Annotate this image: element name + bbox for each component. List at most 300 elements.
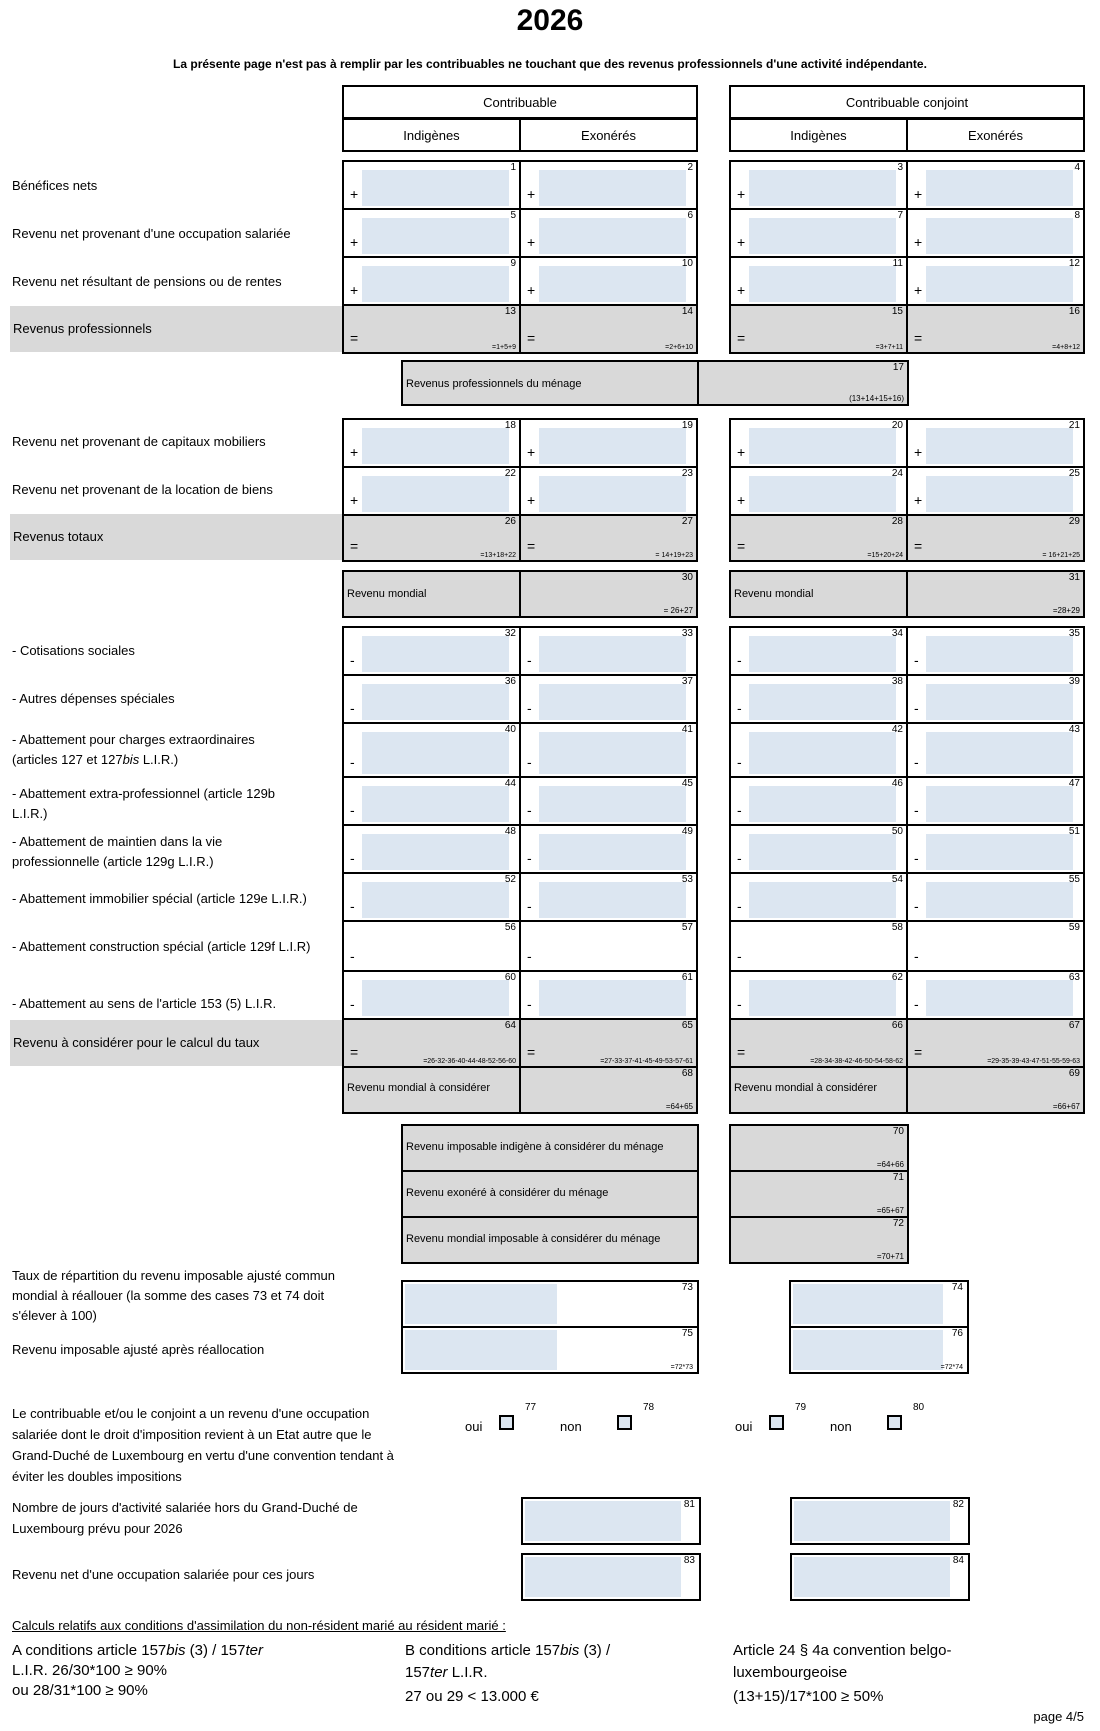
box-74[interactable]: 74	[789, 1280, 969, 1328]
label-capitaux: Revenu net provenant de capitaux mobiliers	[12, 434, 266, 449]
input-field[interactable]	[926, 980, 1073, 1016]
box-44[interactable]	[342, 776, 521, 826]
box-number: 25	[1068, 468, 1080, 479]
box-52[interactable]	[342, 872, 521, 922]
box-2[interactable]	[519, 160, 698, 210]
box-number: 28	[891, 516, 903, 527]
box-8[interactable]	[906, 208, 1085, 258]
sign-symbol: +	[527, 234, 536, 250]
box-50[interactable]	[729, 824, 908, 874]
box-formula: = 14+19+23	[655, 552, 693, 559]
mondial-label: Revenu mondial	[734, 588, 814, 600]
label-construction: - Abattement construction spécial (article 129f L.I.R)	[12, 939, 311, 954]
sign-symbol: -	[527, 850, 532, 866]
checkbox-79[interactable]	[769, 1415, 784, 1430]
sign-symbol: -	[350, 996, 355, 1012]
sign-symbol: -	[914, 850, 919, 866]
non-label-1: non	[560, 1419, 582, 1434]
input-field[interactable]	[539, 684, 686, 720]
input-field[interactable]	[749, 684, 896, 720]
sign-symbol: -	[350, 700, 355, 716]
label-benefices: Bénéfices nets	[12, 178, 98, 193]
box-number: 45	[681, 778, 693, 789]
input-field[interactable]	[749, 636, 896, 672]
sign-symbol: =	[914, 330, 923, 346]
box-number: 11	[892, 258, 903, 269]
box-38[interactable]	[729, 674, 908, 724]
box-3[interactable]	[729, 160, 908, 210]
box-45[interactable]	[519, 776, 698, 826]
mondial-label-box-1	[342, 570, 521, 618]
label-extra: - Abattement extra-professionnel (article 129b L.I.R.)	[12, 786, 276, 821]
box-number: 52	[504, 874, 516, 885]
box-6[interactable]	[519, 208, 698, 258]
mondial-cons-label-box-2	[729, 1066, 908, 1114]
box-13	[342, 304, 521, 354]
sign-symbol: -	[527, 898, 532, 914]
mondial-menage-label: Revenu mondial imposable à considérer du ménage	[406, 1233, 661, 1245]
box-9[interactable]	[342, 256, 521, 306]
box-number: 42	[891, 724, 903, 735]
sign-symbol: +	[350, 444, 359, 460]
sign-symbol: -	[527, 652, 532, 668]
box-formula: =29-35-39-43-47-51-55-59-63	[987, 1058, 1080, 1065]
input-field[interactable]	[362, 786, 509, 822]
sign-symbol: +	[350, 492, 359, 508]
input-field[interactable]	[539, 266, 686, 302]
input-field[interactable]	[749, 834, 896, 870]
box-15	[729, 304, 908, 354]
input-field[interactable]	[926, 266, 1073, 302]
sign-symbol: +	[350, 234, 359, 250]
header-indigenous-1: Indigènes	[342, 118, 521, 152]
box-formula: =66+67	[1052, 1102, 1080, 1111]
box-number: 19	[681, 420, 693, 431]
box-18[interactable]	[342, 418, 521, 468]
box-68[interactable]: 68 =64+65	[519, 1066, 698, 1114]
label-immobilier: - Abattement immobilier spécial (article 129e L.I.R.)	[12, 891, 307, 906]
mondial-label-box-2	[729, 570, 908, 618]
box-47[interactable]	[906, 776, 1085, 826]
box-number: 43	[1068, 724, 1080, 735]
input-field[interactable]	[749, 266, 896, 302]
box-31[interactable]: 31 =28+29	[906, 570, 1085, 618]
input-field[interactable]	[539, 170, 686, 206]
sign-symbol: =	[350, 538, 359, 554]
input-field[interactable]	[362, 980, 509, 1016]
input-field[interactable]	[362, 732, 509, 774]
box-number: 9	[510, 258, 516, 269]
box-formula: =72*73	[670, 1364, 693, 1371]
menage-prof-label-box	[401, 360, 699, 406]
box-30[interactable]: 30 = 26+27	[519, 570, 698, 618]
box-formula: =27-33-37-41-45-49-53-57-61	[600, 1058, 693, 1065]
box-27	[519, 514, 698, 562]
box-7[interactable]	[729, 208, 908, 258]
input-field[interactable]	[749, 428, 896, 464]
box-1[interactable]	[342, 160, 521, 210]
box-number: 65	[681, 1020, 693, 1031]
box-number: 60	[504, 972, 516, 983]
input-field[interactable]	[539, 786, 686, 822]
input-field[interactable]	[926, 882, 1073, 918]
box-17[interactable]	[697, 360, 909, 406]
box-number: 47	[1068, 778, 1080, 789]
box-24[interactable]	[729, 466, 908, 516]
header-exempt-2: Exonérés	[906, 118, 1085, 152]
box-23[interactable]	[519, 466, 698, 516]
input-field[interactable]	[362, 218, 509, 254]
input-field[interactable]	[539, 636, 686, 672]
box-formula: =4+8+12	[1052, 344, 1080, 351]
input-field[interactable]	[362, 266, 509, 302]
box-60[interactable]	[342, 970, 521, 1020]
box-number: 17	[892, 362, 904, 373]
box-number: 62	[891, 972, 903, 983]
header-taxpayer: Contribuable	[342, 85, 698, 119]
sign-symbol: +	[527, 444, 536, 460]
box-19[interactable]	[519, 418, 698, 468]
box-number: 23	[681, 468, 693, 479]
sign-symbol: +	[737, 282, 746, 298]
repart-taux-label: Taux de répartition du revenu imposable ajusté commun mondial à réallouer (la somme des cases 73 et 74 doit s'élever à 100)	[12, 1268, 336, 1323]
label-cotisations: - Cotisations sociales	[12, 643, 135, 658]
box-number: 16	[1068, 306, 1080, 317]
box-73[interactable]: 73	[401, 1280, 699, 1328]
box-number: 49	[681, 826, 693, 837]
input-field[interactable]	[539, 476, 686, 512]
box-number: 41	[681, 724, 693, 735]
oui-label-2: oui	[735, 1419, 753, 1434]
box-formula: = 26+27	[663, 606, 693, 615]
input-field[interactable]	[926, 834, 1073, 870]
checkbox-77[interactable]	[499, 1415, 514, 1430]
box-82[interactable]: 82	[790, 1497, 970, 1545]
sign-symbol: -	[914, 652, 919, 668]
sign-symbol: -	[350, 754, 355, 770]
header-spouse: Contribuable conjoint	[729, 85, 1085, 119]
box-59[interactable]	[906, 920, 1085, 972]
page-title: 2026	[516, 4, 584, 37]
box-number: 34	[891, 628, 903, 639]
label-maintien: - Abattement de maintien dans la vie professionnelle (article 129g L.I.R.)	[12, 834, 223, 869]
box-number: 39	[1068, 676, 1080, 687]
box-72[interactable]: 72 =70+71	[729, 1216, 909, 1264]
box-formula: =64+65	[665, 1102, 693, 1111]
box-56[interactable]	[342, 920, 521, 972]
exonere-menage-label: Revenu exonéré à considérer du ménage	[406, 1187, 609, 1199]
sign-symbol: -	[737, 700, 742, 716]
sign-symbol: =	[914, 1044, 923, 1060]
mondial-cons-label: Revenu mondial à considérer	[347, 1082, 491, 1094]
sign-symbol: -	[350, 898, 355, 914]
label-autres: - Autres dépenses spéciales	[12, 691, 175, 706]
input-field[interactable]	[749, 980, 896, 1016]
label-salarie: Revenu net provenant d'une occupation salariée	[12, 226, 291, 241]
sign-symbol: =	[350, 1044, 359, 1060]
box-36[interactable]	[342, 674, 521, 724]
box-40[interactable]	[342, 722, 521, 778]
box-number-77: 77	[525, 1402, 537, 1413]
input-field[interactable]	[362, 636, 509, 672]
box-number: 15	[891, 306, 903, 317]
box-number: 4	[1074, 162, 1080, 173]
input-field[interactable]	[539, 428, 686, 464]
sign-symbol: -	[350, 948, 355, 964]
sign-symbol: +	[914, 492, 923, 508]
box-formula: =2+6+10	[665, 344, 693, 351]
box-number: 20	[891, 420, 903, 431]
box-53[interactable]	[519, 872, 698, 922]
input-field[interactable]	[749, 218, 896, 254]
box-number: 10	[681, 258, 693, 269]
label-location: Revenu net provenant de la location de biens	[12, 482, 273, 497]
sign-symbol: -	[737, 754, 742, 770]
input-field[interactable]	[539, 732, 686, 774]
box-10[interactable]	[519, 256, 698, 306]
label-prof: Revenus professionnels	[10, 306, 342, 352]
box-formula: =15+20+24	[867, 552, 903, 559]
input-field[interactable]	[539, 980, 686, 1016]
box-number: 56	[504, 922, 516, 933]
indigene-menage-box	[401, 1124, 699, 1172]
input-field[interactable]	[539, 834, 686, 870]
sign-symbol: -	[527, 754, 532, 770]
input-field[interactable]	[926, 732, 1073, 774]
sign-symbol: +	[350, 282, 359, 298]
sign-symbol: +	[527, 186, 536, 202]
revenu-jours-label: Revenu net d'une occupation salariée pour ces jours	[12, 1567, 315, 1582]
sign-symbol: -	[527, 996, 532, 1012]
box-71[interactable]: 71 =65+67	[729, 1170, 909, 1218]
mondial-cons-label-box-1	[342, 1066, 521, 1114]
box-5[interactable]	[342, 208, 521, 258]
sign-symbol: -	[737, 898, 742, 914]
sign-symbol: +	[527, 282, 536, 298]
box-number: 35	[1068, 628, 1080, 639]
box-number: 24	[891, 468, 903, 479]
label-taux: Revenu à considérer pour le calcul du taux	[10, 1020, 342, 1066]
box-22[interactable]	[342, 466, 521, 516]
box-number: 13	[504, 306, 516, 317]
input-field[interactable]	[539, 218, 686, 254]
box-35[interactable]	[906, 626, 1085, 676]
input-field[interactable]	[926, 684, 1073, 720]
box-63[interactable]	[906, 970, 1085, 1020]
input-field[interactable]	[926, 786, 1073, 822]
box-number: 48	[504, 826, 516, 837]
sign-symbol: +	[737, 444, 746, 460]
question-label: Le contribuable et/ou le conjoint a un revenu d'une occupation salariée dont le droit d'imposition revient à un Etat autre que le Grand-Duché de Luxembourg en vertu d'une convention tendant à éviter les doubles impositions	[12, 1406, 394, 1484]
box-26	[342, 514, 521, 562]
box-51[interactable]	[906, 824, 1085, 874]
input-field[interactable]	[926, 218, 1073, 254]
input-field[interactable]	[362, 428, 509, 464]
box-21[interactable]	[906, 418, 1085, 468]
oui-label-1: oui	[465, 1419, 483, 1434]
box-12[interactable]	[906, 256, 1085, 306]
box-37[interactable]	[519, 674, 698, 724]
sign-symbol: +	[914, 282, 923, 298]
calc-b: B conditions article 157bis (3) / 157ter L.I.R. 27 ou 29 < 13.000 €	[405, 1642, 611, 1705]
box-43[interactable]	[906, 722, 1085, 778]
sign-symbol: -	[914, 700, 919, 716]
box-34[interactable]	[729, 626, 908, 676]
page-notice: La présente page n'est pas à remplir par les contribuables ne touchant que des revenus professionnels d'une activité indépendante.	[173, 57, 927, 71]
box-formula: =28+29	[1052, 606, 1080, 615]
box-number: 1	[510, 162, 516, 173]
box-number: 40	[504, 724, 516, 735]
box-number: 5	[510, 210, 516, 221]
sign-symbol: -	[527, 948, 532, 964]
box-11[interactable]	[729, 256, 908, 306]
box-14	[519, 304, 698, 354]
box-number: 59	[1068, 922, 1080, 933]
box-formula: (13+14+15+16)	[849, 394, 904, 403]
box-58[interactable]	[729, 920, 908, 972]
box-formula: =64+66	[876, 1160, 904, 1169]
sign-symbol: +	[914, 186, 923, 202]
box-70[interactable]: 70 =64+66	[729, 1124, 909, 1172]
box-57[interactable]	[519, 920, 698, 972]
sign-symbol: -	[350, 802, 355, 818]
label-art153: - Abattement au sens de l'article 153 (5) L.I.R.	[12, 996, 277, 1011]
input-field[interactable]	[749, 732, 896, 774]
sign-symbol: -	[737, 850, 742, 866]
box-4[interactable]	[906, 160, 1085, 210]
sign-symbol: -	[914, 948, 919, 964]
sign-symbol: -	[737, 948, 742, 964]
header-exempt-1: Exonérés	[519, 118, 698, 152]
sign-symbol: -	[914, 754, 919, 770]
box-54[interactable]	[729, 872, 908, 922]
calc-title: Calculs relatifs aux conditions d'assimilation du non-résident marié au résident marié :	[12, 1618, 506, 1633]
sign-symbol: -	[350, 652, 355, 668]
box-81[interactable]: 81	[521, 1497, 701, 1545]
calc-c: Article 24 § 4a convention belgo- luxembourgeoise (13+15)/17*100 ≥ 50%	[733, 1642, 952, 1705]
sign-symbol: -	[527, 700, 532, 716]
box-formula: =72*74	[940, 1364, 963, 1371]
box-formula: =13+18+22	[480, 552, 516, 559]
header-indigenous-2: Indigènes	[729, 118, 908, 152]
input-field[interactable]	[749, 786, 896, 822]
box-number: 18	[504, 420, 516, 431]
box-25[interactable]	[906, 466, 1085, 516]
box-number: 63	[1068, 972, 1080, 983]
sign-symbol: +	[914, 234, 923, 250]
input-field[interactable]	[362, 170, 509, 206]
input-field[interactable]	[749, 882, 896, 918]
sign-symbol: =	[914, 538, 923, 554]
menage-prof-label: Revenus professionnels du ménage	[406, 378, 582, 390]
box-formula: =1+5+9	[492, 344, 516, 351]
box-number: 54	[891, 874, 903, 885]
input-field[interactable]	[926, 170, 1073, 206]
calc-a: A conditions article 157bis (3) / 157ter L.I.R. 26/30*100 ≥ 90% ou 28/31*100 ≥ 90%	[12, 1642, 263, 1699]
input-field[interactable]	[749, 170, 896, 206]
checkbox-80[interactable]	[887, 1415, 902, 1430]
sign-symbol: -	[914, 898, 919, 914]
sign-symbol: -	[914, 802, 919, 818]
box-formula: =65+67	[876, 1206, 904, 1215]
box-39[interactable]	[906, 674, 1085, 724]
box-number: 3	[897, 162, 903, 173]
sign-symbol: -	[914, 996, 919, 1012]
input-field[interactable]	[362, 882, 509, 918]
mondial-cons-label: Revenu mondial à considérer	[734, 1082, 878, 1094]
sign-symbol: +	[527, 492, 536, 508]
box-formula: =26-32-36-40-44-48-52-56-60	[423, 1058, 516, 1065]
box-33[interactable]	[519, 626, 698, 676]
box-62[interactable]	[729, 970, 908, 1020]
sign-symbol: =	[737, 1044, 746, 1060]
input-field[interactable]	[926, 428, 1073, 464]
box-number: 51	[1068, 826, 1080, 837]
box-number: 33	[681, 628, 693, 639]
box-55[interactable]	[906, 872, 1085, 922]
mondial-menage-box	[401, 1216, 699, 1264]
input-field[interactable]	[926, 636, 1073, 672]
exonere-menage-box	[401, 1170, 699, 1218]
box-number: 12	[1068, 258, 1080, 269]
box-16	[906, 304, 1085, 354]
box-number: 8	[1074, 210, 1080, 221]
box-41[interactable]	[519, 722, 698, 778]
sign-symbol: =	[527, 330, 536, 346]
box-42[interactable]	[729, 722, 908, 778]
input-field[interactable]	[362, 684, 509, 720]
input-field[interactable]	[539, 882, 686, 918]
box-number: 21	[1068, 420, 1080, 431]
box-67	[906, 1018, 1085, 1068]
sign-symbol: +	[737, 186, 746, 202]
box-76[interactable]: 76 =72*74	[789, 1326, 969, 1374]
box-48[interactable]	[342, 824, 521, 874]
box-49[interactable]	[519, 824, 698, 874]
mondial-label: Revenu mondial	[347, 588, 427, 600]
sign-symbol: -	[737, 652, 742, 668]
box-61[interactable]	[519, 970, 698, 1020]
box-46[interactable]	[729, 776, 908, 826]
box-number: 29	[1068, 516, 1080, 527]
page-number: page 4/5	[1033, 1709, 1084, 1724]
input-field[interactable]	[749, 476, 896, 512]
input-field[interactable]	[362, 834, 509, 870]
box-75[interactable]: 75 =72*73	[401, 1326, 699, 1374]
box-32[interactable]	[342, 626, 521, 676]
sign-symbol: -	[737, 996, 742, 1012]
box-number: 57	[681, 922, 693, 933]
box-number: 37	[681, 676, 693, 687]
input-field[interactable]	[926, 476, 1073, 512]
checkbox-78[interactable]	[617, 1415, 632, 1430]
repart-revenu-label: Revenu imposable ajusté après réallocation	[12, 1342, 265, 1357]
box-64	[342, 1018, 521, 1068]
box-20[interactable]	[729, 418, 908, 468]
sign-symbol: =	[527, 538, 536, 554]
box-83[interactable]: 83	[521, 1553, 701, 1601]
input-field[interactable]	[362, 476, 509, 512]
box-84[interactable]: 84	[790, 1553, 970, 1601]
indigene-menage-label: Revenu imposable indigène à considérer du ménage	[406, 1141, 664, 1153]
box-number: 46	[891, 778, 903, 789]
sign-symbol: +	[914, 444, 923, 460]
box-69[interactable]: 69 =66+67	[906, 1066, 1085, 1114]
sign-symbol: =	[527, 1044, 536, 1060]
box-number: 38	[891, 676, 903, 687]
sign-symbol: =	[737, 538, 746, 554]
label-pensions: Revenu net résultant de pensions ou de rentes	[12, 274, 282, 289]
